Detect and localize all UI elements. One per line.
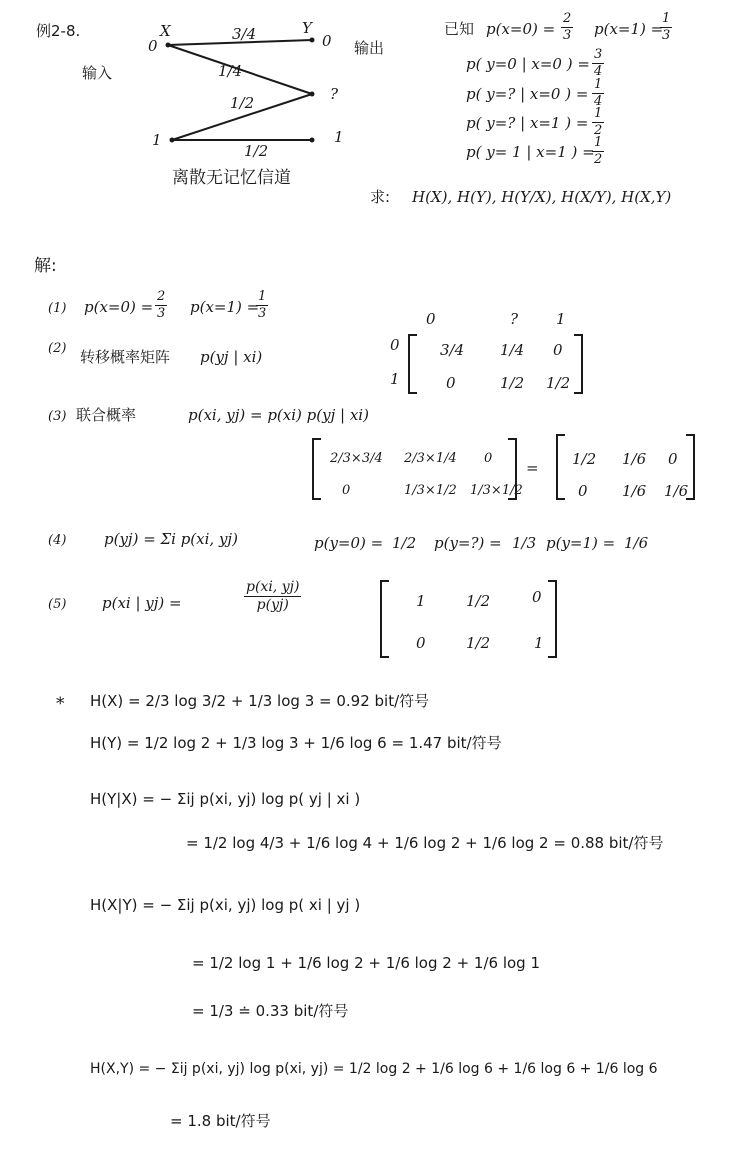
- frac-den: 3: [662, 27, 671, 43]
- row-header-1: 1: [390, 370, 400, 388]
- given-c2-frac: [592, 78, 604, 108]
- joint-cell: 0: [484, 451, 493, 466]
- frac-num: 1: [662, 11, 671, 26]
- joint-result-cell: 1/6: [622, 482, 647, 500]
- diagram-caption: 离散无记忆信道: [172, 168, 291, 188]
- example-label: 例2-8.: [36, 22, 81, 40]
- given-c3: p( y=? | x=1 ) =: [466, 114, 589, 132]
- step-4-a-value: 1/2: [392, 534, 417, 552]
- edge-label-d2: 1/2: [230, 94, 255, 112]
- given-c1: p( y=0 | x=0 ) =: [466, 55, 590, 73]
- hx-line: H(X) = 2/3 log 3/2 + 1/3 log 3 = 0.92 bit/符号: [90, 692, 430, 710]
- step-4-b: p(y=?) =: [434, 534, 502, 552]
- given-px0: p(x=0) =: [486, 20, 556, 38]
- joint-bracket-left: [312, 438, 321, 500]
- cond-cell: 0: [416, 634, 426, 652]
- out-symbol-q: ?: [330, 85, 339, 103]
- step-3-number: (3): [48, 409, 67, 424]
- cond-cell: 1/2: [466, 592, 491, 610]
- joint-bracket-right: [508, 438, 517, 500]
- equals-sign: =: [526, 459, 539, 477]
- frac-num: 1: [594, 135, 603, 150]
- solution-label: 解:: [34, 256, 57, 276]
- frac-num: 1: [258, 289, 267, 304]
- frac-den: 3: [258, 305, 267, 321]
- frac-den: 3: [157, 305, 166, 321]
- frac-den: 2: [594, 151, 603, 167]
- given-c4-frac: [592, 136, 604, 166]
- cond-bracket-right: [548, 580, 557, 658]
- step-4-b-value: 1/3: [512, 534, 537, 552]
- out-symbol-1: 1: [334, 128, 344, 146]
- hxyj-line-1: H(X,Y) = − Σij p(xi, yj) log p(xi, yj) = 1/2 log 2 + 1/6 log 6 + 1/6 log 6 + 1/6 log 6: [90, 1061, 658, 1077]
- cond-cell: 1: [534, 634, 544, 652]
- hxy-line-3: = 1/3 ≐ 0.33 bit/符号: [192, 1002, 349, 1020]
- cond-cell: 1/2: [466, 634, 491, 652]
- step-5-lhs: p(xi | yj) =: [102, 594, 182, 612]
- matrix-cell: 0: [553, 341, 563, 359]
- cond-cell: 0: [532, 588, 542, 606]
- step-4-formula: p(yj) = Σi p(xi, yj): [104, 530, 238, 548]
- given-c2: p( y=? | x=0 ) =: [466, 85, 589, 103]
- frac-num: 1: [594, 106, 603, 121]
- col-header-q: ?: [510, 310, 519, 328]
- frac-den: 4: [594, 63, 603, 79]
- matrix-bracket-right: [574, 334, 583, 394]
- joint-result-cell: 1/6: [622, 450, 647, 468]
- given-px0-frac: [561, 12, 573, 42]
- find-items: H(X), H(Y), H(Y/X), H(X/Y), H(X,Y): [412, 188, 672, 206]
- row-header-0: 0: [390, 336, 400, 354]
- frac-den: 4: [594, 93, 603, 109]
- joint-result-bracket-left: [556, 434, 565, 500]
- edge-label-top: 3/4: [232, 25, 257, 43]
- hyx-line-1: H(Y|X) = − Σij p(xi, yj) log p( yj | xi ): [90, 790, 361, 808]
- star-marker: *: [56, 694, 65, 714]
- edge-label-bottom: 1/2: [244, 142, 269, 160]
- frac-num: 2: [563, 11, 572, 26]
- step-1-b-frac: [256, 290, 268, 320]
- step-1-b: p(x=1) =: [190, 298, 260, 316]
- edge-label-d1: 1/4: [218, 62, 243, 80]
- frac-den: 3: [563, 27, 572, 43]
- node-out-0: [310, 38, 315, 43]
- joint-cell: 2/3×1/4: [404, 451, 457, 466]
- step-2-number: (2): [48, 341, 67, 356]
- given-c1-frac: [592, 48, 604, 78]
- given-px1: p(x=1) =: [594, 20, 664, 38]
- joint-cell: 0: [342, 483, 351, 498]
- matrix-cell: 3/4: [440, 341, 465, 359]
- find-label: 求:: [370, 188, 391, 206]
- in-symbol-0: 0: [148, 37, 158, 55]
- col-header-0: 0: [426, 310, 436, 328]
- step-2-formula: p(yj | xi): [200, 348, 263, 366]
- cond-cell: 1: [416, 592, 426, 610]
- joint-cell: 1/3×1/2: [404, 483, 457, 498]
- hxyj-line-2: = 1.8 bit/符号: [170, 1112, 271, 1130]
- out-symbol-0: 0: [322, 32, 332, 50]
- given-lead: 已知: [444, 20, 475, 38]
- step-5-number: (5): [48, 597, 67, 612]
- frac-num: 3: [594, 47, 603, 62]
- joint-result-bracket-right: [686, 434, 695, 500]
- step-4-c: p(y=1) =: [546, 534, 616, 552]
- joint-result-cell: 1/2: [572, 450, 597, 468]
- in-symbol-1: 1: [152, 131, 162, 149]
- joint-result-cell: 1/6: [664, 482, 689, 500]
- step-3-formula: p(xi, yj) = p(xi) p(yj | xi): [188, 406, 369, 424]
- frac-num: p(xi, yj): [246, 579, 300, 595]
- matrix-cell: 1/2: [546, 374, 571, 392]
- matrix-cell: 1/2: [500, 374, 525, 392]
- output-label: 输出: [354, 39, 385, 57]
- given-c3-frac: [592, 107, 604, 137]
- joint-cell: 1/3×1/2: [470, 483, 523, 498]
- matrix-cell: 1/4: [500, 341, 525, 359]
- col-header-1: 1: [556, 310, 566, 328]
- hxy-line-1: H(X|Y) = − Σij p(xi, yj) log p( xi | yj ): [90, 896, 361, 914]
- given-px1-frac: [660, 12, 672, 42]
- joint-result-cell: 0: [668, 450, 678, 468]
- frac-den: p(yj): [256, 596, 289, 613]
- step-5-fraction: [244, 580, 301, 612]
- frac-den: 2: [594, 122, 603, 138]
- node-in-1: [170, 138, 175, 143]
- joint-cell: 2/3×3/4: [330, 451, 383, 466]
- joint-result-cell: 0: [578, 482, 588, 500]
- step-4-number: (4): [48, 533, 67, 548]
- node-out-q: [310, 92, 315, 97]
- step-4-c-value: 1/6: [624, 534, 649, 552]
- matrix-cell: 0: [446, 374, 456, 392]
- given-c4: p( y= 1 | x=1 ) =: [466, 143, 595, 161]
- step-3-label: 联合概率: [76, 406, 137, 424]
- input-label: 输入: [82, 64, 113, 82]
- matrix-bracket-left: [408, 334, 417, 394]
- node-in-0: [166, 43, 171, 48]
- hy-line: H(Y) = 1/2 log 2 + 1/3 log 3 + 1/6 log 6 = 1.47 bit/符号: [90, 734, 502, 752]
- hyx-line-2: = 1/2 log 4/3 + 1/6 log 4 + 1/6 log 2 + 1/6 log 2 = 0.88 bit/符号: [186, 834, 664, 852]
- step-2-label: 转移概率矩阵: [80, 348, 171, 366]
- hxy-line-2: = 1/2 log 1 + 1/6 log 2 + 1/6 log 2 + 1/6 log 1: [192, 954, 540, 972]
- cond-bracket-left: [380, 580, 389, 658]
- frac-num: 2: [157, 289, 166, 304]
- step-1-a: p(x=0) =: [84, 298, 154, 316]
- step-1-number: (1): [48, 301, 67, 316]
- frac-num: 1: [594, 77, 603, 92]
- step-1-a-frac: [155, 290, 167, 320]
- node-out-1: [310, 138, 315, 143]
- x-header: X: [160, 22, 171, 40]
- step-4-a: p(y=0) =: [314, 534, 384, 552]
- y-header: Y: [302, 19, 312, 37]
